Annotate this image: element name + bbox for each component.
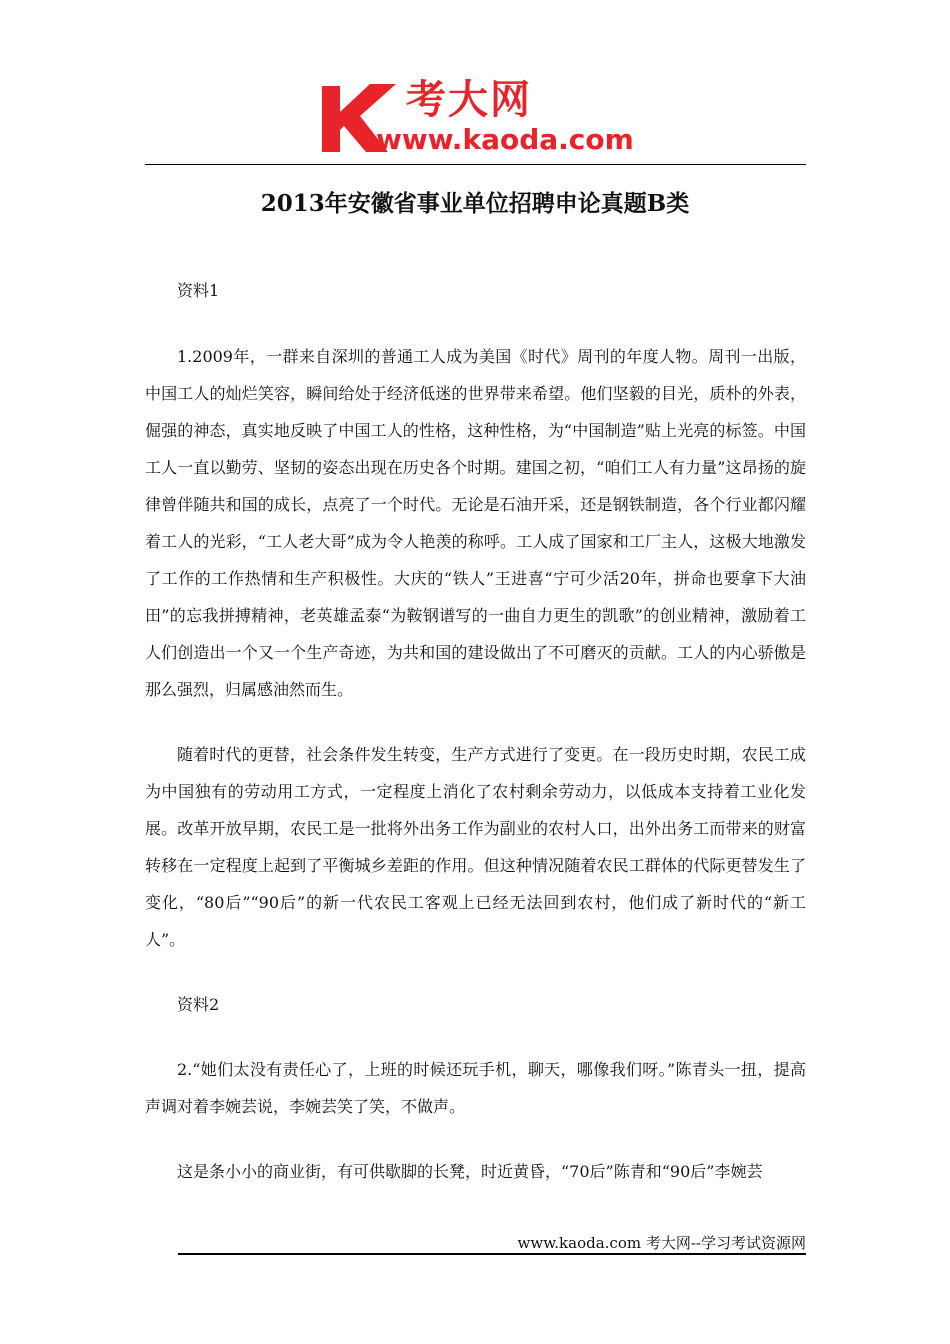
paragraph-3: 2.“她们太没有责任心了，上班的时候还玩手机，聊天，哪像我们呀。”陈青头一扭，提高声调对着李婉芸说，李婉芸笑了笑，不做声。 — [145, 1060, 806, 1116]
section-label-material-1: 资料1 — [177, 281, 220, 300]
footer-text: www.kaoda.com 考大网--学习考试资源网 — [517, 1234, 806, 1252]
logo-url-text: www.kaoda.com — [376, 123, 634, 156]
document-body — [145, 272, 806, 1190]
logo-brand-text: 考大网 — [406, 77, 532, 123]
header-divider — [145, 164, 806, 165]
paragraph-2: 随着时代的更替，社会条件发生转变，生产方式进行了变更。在一段历史时期，农民工成为中国独有的劳动用工方式，一定程度上消化了农村剩余劳动力，以低成本支持着工业化发展。改革开放早期，农民工是一批将外出务工作为副业的农村人口，出外出务工而带来的财富转移在一定程度上起到了平衡城乡差距的作用。但这种情况随着农民工群体的代际更替发生了变化，“80后”“90后”的新一代农民工客观上已经无法回到农村，他们成了新时代的“新工人”。 — [145, 745, 806, 949]
section-label-material-2: 资料2 — [177, 995, 220, 1014]
paragraph-4: 这是条小小的商业街，有可供歇脚的长凳，时近黄昏，“70后”陈青和“90后”李婉芸 — [177, 1162, 763, 1181]
page-title: 2013年安徽省事业单位招聘申论真题B类 — [260, 190, 690, 217]
paragraph-1: 1.2009年，一群来自深圳的普通工人成为美国《时代》周刊的年度人物。周刊一出版，中国工人的灿烂笑容，瞬间给处于经济低迷的世界带来希望。他们坚毅的目光，质朴的外表，倔强的神态，真实地反映了中国工人的性格，这种性格，为“中国制造”贴上光亮的标签。中国工人一直以勤劳、坚韧的姿态出现在历史各个时期。建国之初，“咱们工人有力量”这昂扬的旋律曾伴随共和国的成长，点亮了一个时代。无论是石油开采，还是钢铁制造，各个行业都闪耀着工人的光彩，“工人老大哥”成为令人艳羡的称呼。工人成了国家和工厂主人，这极大地激发了工作的工作热情和生产积极性。大庆的“铁人”王进喜“宁可少活20年，拼命也要拿下大油田”的忘我拼搏精神，老英雄孟泰“为鞍钢谱写的一曲自力更生的凯歌”的创业精神，激励着工人们创造出一个又一个生产奇迹，为共和国的建设做出了不可磨灭的贡献。工人的内心骄傲是那么强烈，归属感油然而生。 — [145, 347, 806, 699]
footer-divider — [178, 1253, 806, 1255]
kaoda-logo — [318, 78, 648, 158]
